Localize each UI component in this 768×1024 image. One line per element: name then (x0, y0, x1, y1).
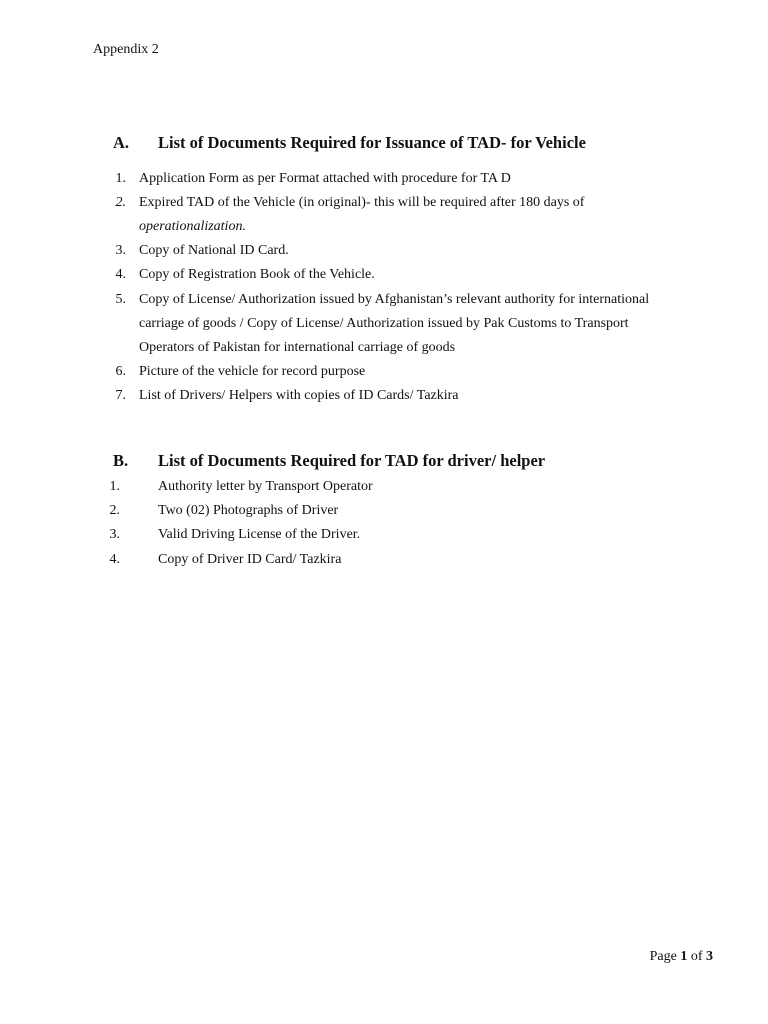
item-number: 2. (115, 195, 126, 210)
item-text: Two (02) Photographs of Driver (158, 503, 339, 518)
item-text: Copy of Driver ID Card/ Tazkira (158, 552, 342, 567)
item-text-continued: Operators of Pakistan for international carriage of goods (139, 340, 456, 355)
item-text: Application Form as per Format attached with procedure for TA D (139, 171, 511, 186)
section-b-title: List of Documents Required for TAD for driver/ helper (158, 451, 546, 470)
item-number: 3. (109, 527, 120, 542)
of-word: of (690, 949, 703, 964)
item-number: 1. (109, 479, 120, 494)
item-number: 4. (109, 552, 120, 567)
item-text: Expired TAD of the Vehicle (in original)- this will be required after 180 days of (139, 195, 585, 210)
item-number: 7. (115, 388, 126, 403)
page-number (650, 949, 713, 965)
item-number: 1. (115, 171, 126, 186)
item-text: Valid Driving License of the Driver. (158, 527, 361, 542)
item-number: 5. (115, 292, 126, 307)
item-text: Picture of the vehicle for record purpose (139, 364, 366, 379)
item-number: 2. (109, 503, 120, 518)
item-number: 6. (115, 364, 126, 379)
section-a-letter: A. (113, 133, 130, 152)
item-text-continued: carriage of goods / Copy of License/ Authorization issued by Pak Customs to Transport (139, 316, 629, 331)
current-page: 1 (680, 949, 688, 964)
item-text: Copy of License/ Authorization issued by Afghanistan’s relevant authority for international (139, 292, 650, 307)
item-text: List of Drivers/ Helpers with copies of ID Cards/ Tazkira (139, 388, 459, 403)
section-a-title: List of Documents Required for Issuance of TAD- for Vehicle (158, 133, 586, 152)
section-b-heading (113, 451, 545, 471)
page-word: Page (649, 949, 677, 964)
item-number: 3. (115, 243, 126, 258)
item-text: Copy of National ID Card. (139, 243, 289, 258)
item-text: Copy of Registration Book of the Vehicle. (139, 267, 375, 282)
section-b-letter: B. (113, 451, 129, 470)
item-text: Authority letter by Transport Operator (158, 479, 373, 494)
appendix-label: Appendix 2 (93, 42, 159, 57)
item-number: 4. (115, 267, 126, 282)
section-a-heading (113, 133, 586, 153)
total-pages: 3 (706, 949, 713, 964)
item-text-continued: operationalization. (139, 219, 246, 234)
